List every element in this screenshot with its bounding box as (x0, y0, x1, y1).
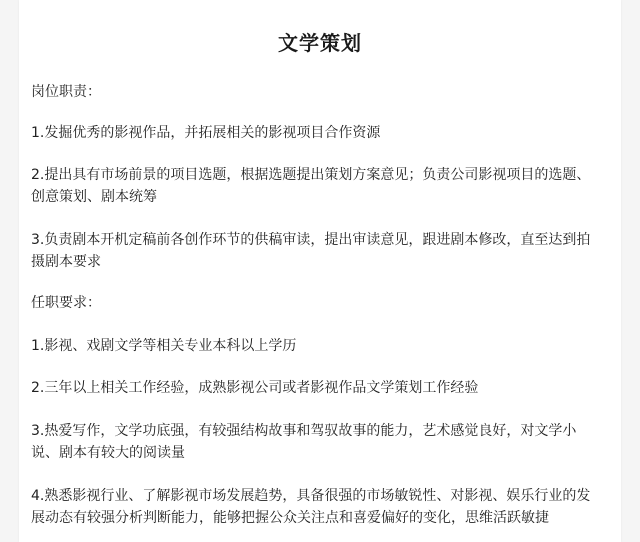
requirement-item-2: 2.三年以上相关工作经验，成熟影视公司或者影视作品文学策划工作经验 (31, 380, 479, 396)
responsibility-item-3-line-1: 3.负责剧本开机定稿前各创作环节的供稿审读，提出审读意见，跟进剧本修改，直至达到拍 (31, 232, 591, 248)
requirements-heading: 任职要求： (31, 295, 101, 311)
requirement-item-4-line-2: 展动态有较强分析判断能力，能够把握公众关注点和喜爱偏好的变化，思维活跃敏捷 (31, 510, 549, 526)
responsibilities-heading: 岗位职责： (31, 84, 101, 100)
requirement-item-1: 1.影视、戏剧文学等相关专业本科以上学历 (31, 338, 297, 354)
requirement-item-4-line-1: 4.熟悉影视行业、了解影视市场发展趋势，具备很强的市场敏锐性、对影视、娱乐行业的发 (31, 488, 591, 504)
responsibility-item-2-line-1: 2.提出具有市场前景的项目选题，根据选题提出策划方案意见；负责公司影视项目的选题、 (31, 167, 591, 183)
responsibility-item-2-line-2: 创意策划、剧本统筹 (31, 189, 157, 205)
responsibility-item-3-line-2: 摄剧本要求 (31, 254, 101, 270)
document-page (19, 0, 621, 542)
requirement-item-3-line-1: 3.热爱写作，文学功底强，有较强结构故事和驾驭故事的能力，艺术感觉良好，对文学小 (31, 423, 577, 439)
requirement-item-3-line-2: 说、剧本有较大的阅读量 (31, 445, 185, 461)
page-title: 文学策划 (278, 31, 362, 55)
responsibility-item-1: 1.发掘优秀的影视作品，并拓展相关的影视项目合作资源 (31, 125, 381, 141)
